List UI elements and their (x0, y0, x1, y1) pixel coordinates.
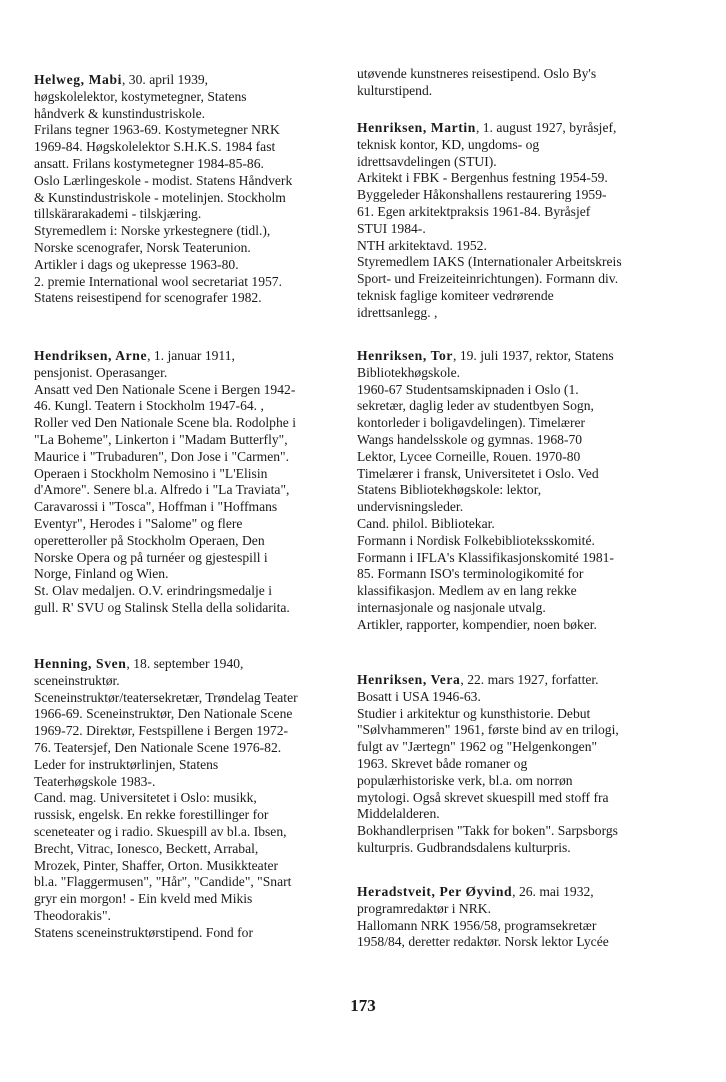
entry-text-line: Bosatt i USA 1946-63. (357, 688, 481, 704)
biography-entry (357, 348, 657, 634)
entry-text-line: kulturstipend. (357, 82, 433, 98)
entry-text-line: Sport- und Freizeiteinrichtungen). Formann div. (357, 271, 619, 287)
entry-text-line: Ansatt ved Den Nationale Scene i Bergen 1942- (34, 381, 296, 397)
entry-text-line: Byggeleder Håkonshallens restaurering 1959- (357, 187, 607, 203)
entry-text-line: Teaterhøgskole 1983-. (34, 773, 156, 789)
entry-text-line: , 1. august 1927, byråsjef, (475, 120, 617, 135)
entry-text-line: "La Boheme", Linkerton i "Madam Butterfly", (34, 431, 288, 447)
entry-text-line: Bibliotekhøgskole. (357, 364, 461, 380)
entry-text-line: Norske Opera og på turnéer og gjestespill i (34, 549, 268, 565)
entry-text-line: Eventyr", Herodes i "Salome" og flere (34, 515, 243, 531)
entry-text-line: Styremedlem IAKS (Internationaler Arbeitskreis (357, 254, 622, 270)
entry-text-line: STUI 1984-. (357, 220, 426, 236)
entry-text-line: NTH arkitektavd. 1952. (357, 237, 487, 253)
entry-text-line: , 19. juli 1937, rektor, Statens (453, 348, 614, 363)
entry-text-line: idrettsavdelingen (STUI). (357, 153, 497, 169)
entry-name: Henriksen, Tor (357, 348, 454, 363)
entry-text-line: ansatt. Frilans kostymetegner 1984-85-86. (34, 155, 264, 171)
entry-text-line: Studier i arkitektur og kunsthistorie. Debut (357, 705, 591, 721)
biography-entry (357, 672, 657, 857)
page-number: 173 (350, 996, 376, 1015)
entry-text-line: Formann i IFLA's Klassifikasjonskomité 1981- (357, 549, 614, 565)
entry-text-line: Sceneinstruktør/teatersekretær, Trøndelag Teater (34, 689, 298, 705)
entry-text-line: Mrozek, Pinter, Shaffer, Orton. Musikkteater (34, 857, 279, 873)
entry-text-line: høgskolelektor, kostymetegner, Statens (34, 88, 247, 104)
entry-text-line: Cand. mag. Universitetet i Oslo: musikk, (34, 790, 257, 806)
entry-text-line: sceneinstruktør. (34, 672, 120, 688)
entry-name: Henriksen, Martin (357, 120, 476, 135)
entry-text-line: sceneteater og i radio. Skuespill av bl.a. Ibsen, (34, 823, 287, 839)
entry-text-line: Hallomann NRK 1956/58, programsekretær (357, 917, 597, 933)
entry-text-line: Frilans tegner 1963-69. Kostymetegner NRK (34, 122, 280, 138)
entry-text-line: pensjonist. Operasanger. (34, 364, 168, 380)
entry-text-line: Roller ved Den Nationale Scene bla. Rodolphe i (34, 415, 296, 431)
entry-text-line: Statens sceneinstruktørstipend. Fond for (34, 924, 253, 940)
continued-entry (357, 66, 657, 100)
entry-text-line: , 30. april 1939, (122, 72, 209, 87)
entry-text-line: Norske scenografer, Norsk Teaterunion. (34, 239, 251, 255)
entry-heading-line (357, 884, 657, 901)
entry-text-line: 46. Kungl. Teatern i Stockholm 1947-64. , (34, 398, 264, 414)
entry-text-line: tillskärarakademi - tilskjæring. (34, 206, 202, 222)
entry-text-line: St. Olav medaljen. O.V. erindringsmedalje i (34, 583, 272, 599)
entry-text-line: bl.a. "Flaggermusen", "Hår", "Candide", "Snart (34, 874, 292, 890)
entry-heading-line (357, 120, 657, 137)
entry-text-line: Styremedlem i: Norske yrkestegnere (tidl.), (34, 223, 271, 239)
entry-text-line: russisk, engelsk. En rekke forestillinger for (34, 807, 269, 823)
entry-text-line: Norge, Finland og Wien. (34, 566, 169, 582)
entry-text-line: Timelærer i fransk, Universitetet i Oslo. Ved (357, 465, 599, 481)
entry-text-line: 1960-67 Studentsamskipnaden i Oslo (1. (357, 381, 579, 397)
entry-text-line: operetteroller på Stockholm Operaen, Den (34, 532, 265, 548)
entry-text-line: 85. Formann ISO's terminologikomité for (357, 566, 584, 582)
entry-text-line: 1966-69. Sceneinstruktør, Den Nationale Scene (34, 706, 293, 722)
entry-text-line: 1963. Skrevet både romaner og (357, 755, 528, 771)
entry-text-line: Operaen i Stockholm Nemosino i "L'Elisin (34, 465, 268, 481)
entry-text-line: 61. Egen arkitektpraksis 1961-84. Byråsjef (357, 203, 591, 219)
entry-text-line: Wangs handelsskole og gymnas. 1968-70 (357, 431, 583, 447)
entry-name: Henriksen, Vera (357, 672, 461, 687)
entry-text-line: Statens reisestipend for scenografer 1982. (34, 290, 262, 306)
entry-text-line: undervisningsleder. (357, 499, 464, 515)
entry-text-line: Middelalderen. (357, 806, 440, 822)
entry-text-line: Caravarossi i "Tosca", Hoffman i "Hoffmans (34, 499, 278, 515)
entry-text-line: Cand. philol. Bibliotekar. (357, 515, 495, 531)
entry-text-line: , 18. september 1940, (126, 656, 244, 671)
entry-text-line: Bokhandlerprisen "Takk for boken". Sarpsborgs (357, 823, 618, 839)
entry-text-line: Artikler i dags og ukepresse 1963-80. (34, 256, 239, 272)
entry-text-line: kulturpris. Gudbrandsdalens kulturpris. (357, 839, 571, 855)
entry-text-line: utøvende kunstneres reisestipend. Oslo By's (357, 66, 597, 81)
entry-text-line: internasjonale og nasjonale utvalg. (357, 599, 546, 615)
entry-text-line: , 1. januar 1911, (147, 348, 235, 363)
entry-text-line: 1969-84. Høgskolelektor S.H.K.S. 1984 fast (34, 139, 276, 155)
entry-text-line: & Kunstindustriskole - motelinjen. Stockholm (34, 189, 286, 205)
entry-text-line: idrettsanlegg. , (357, 304, 438, 320)
entry-text-line: populærhistoriske verk, bl.a. om norrøn (357, 772, 573, 788)
entry-text-line: gull. R' SVU og Stalinsk Stella della solidarita. (34, 599, 290, 615)
entry-text-line: håndverk & kunstindustriskole. (34, 105, 206, 121)
entry-text-line: Theodorakis". (34, 907, 111, 923)
entry-heading-line (34, 72, 334, 89)
entry-text-line: "Sølvhammeren" 1961, første bind av en trilogi, (357, 722, 619, 738)
entry-heading-line (357, 348, 657, 365)
entry-text-line: d'Amore". Senere bl.a. Alfredo i "La Traviata", (34, 482, 290, 498)
entry-text-line: , 22. mars 1927, forfatter. (460, 672, 599, 687)
entry-text-line: programredaktør i NRK. (357, 900, 492, 916)
entry-heading-line (34, 348, 334, 365)
entry-text-line: kontorleder i boligavdelingen). Timelærer (357, 415, 586, 431)
entry-name: Helweg, Mabi (34, 72, 122, 87)
entry-text-line: sekretær, daglig leder av studentbyen Sogn, (357, 398, 594, 414)
entry-text-line: Leder for instruktørlinjen, Statens (34, 756, 219, 772)
entry-text-line: gryr ein morgon! - Ein kveld med Mikis (34, 891, 253, 907)
entry-text-line: Statens Bibliotekhøgskole: lektor, (357, 482, 542, 498)
entry-text-line: 76. Teatersjef, Den Nationale Scene 1976-82. (34, 739, 282, 755)
entry-text-line: teknisk kontor, KD, ungdoms- og (357, 136, 540, 152)
entry-text-line: Lektor, Lycee Corneille, Rouen. 1970-80 (357, 448, 581, 464)
entry-text-line: fulgt av "Jærtegn" 1962 og "Helgenkongen" (357, 739, 598, 755)
biography-entry (357, 884, 657, 951)
entry-name: Henning, Sven (34, 656, 127, 671)
entry-text-line: teknisk faglige komiteer vedrørende (357, 287, 554, 303)
biography-entry (34, 348, 334, 617)
entry-text-line: 1958/84, deretter redaktør. Norsk lektor Lycée (357, 934, 609, 950)
entry-text-line: Maurice i "Trubaduren", Don Jose i "Carmen". (34, 448, 290, 464)
entry-text-line: klassifikasjon. Medlem av en lang rekke (357, 583, 577, 599)
entry-heading-line (357, 672, 657, 689)
entry-text-line: , 26. mai 1932, (512, 884, 594, 899)
entry-text-line: Arkitekt i FBK - Bergenhus festning 1954-59. (357, 170, 608, 186)
entry-text-line: 2. premie International wool secretariat 1957. (34, 273, 282, 289)
biography-entry (34, 72, 334, 307)
biography-entry (34, 656, 334, 942)
entry-text-line: 1969-72. Direktør, Festspillene i Bergen 1972- (34, 723, 289, 739)
entry-heading-line (34, 656, 334, 673)
entry-text-line: Brecht, Vitrac, Ionesco, Beckett, Arrabal, (34, 840, 259, 856)
entry-text-line: Formann i Nordisk Folkebiblioteksskomité. (357, 532, 595, 548)
entry-name: Heradstveit, Per Øyvind (357, 884, 513, 899)
entry-text-line: mytologi. Også skrevet skuespill med stoff fra (357, 789, 609, 805)
entry-name: Hendriksen, Arne (34, 348, 148, 363)
biography-entry (357, 120, 657, 322)
entry-text-line: Oslo Lærlingeskole - modist. Statens Håndverk (34, 172, 293, 188)
entry-text-line: Artikler, rapporter, kompendier, noen bøker. (357, 616, 597, 632)
